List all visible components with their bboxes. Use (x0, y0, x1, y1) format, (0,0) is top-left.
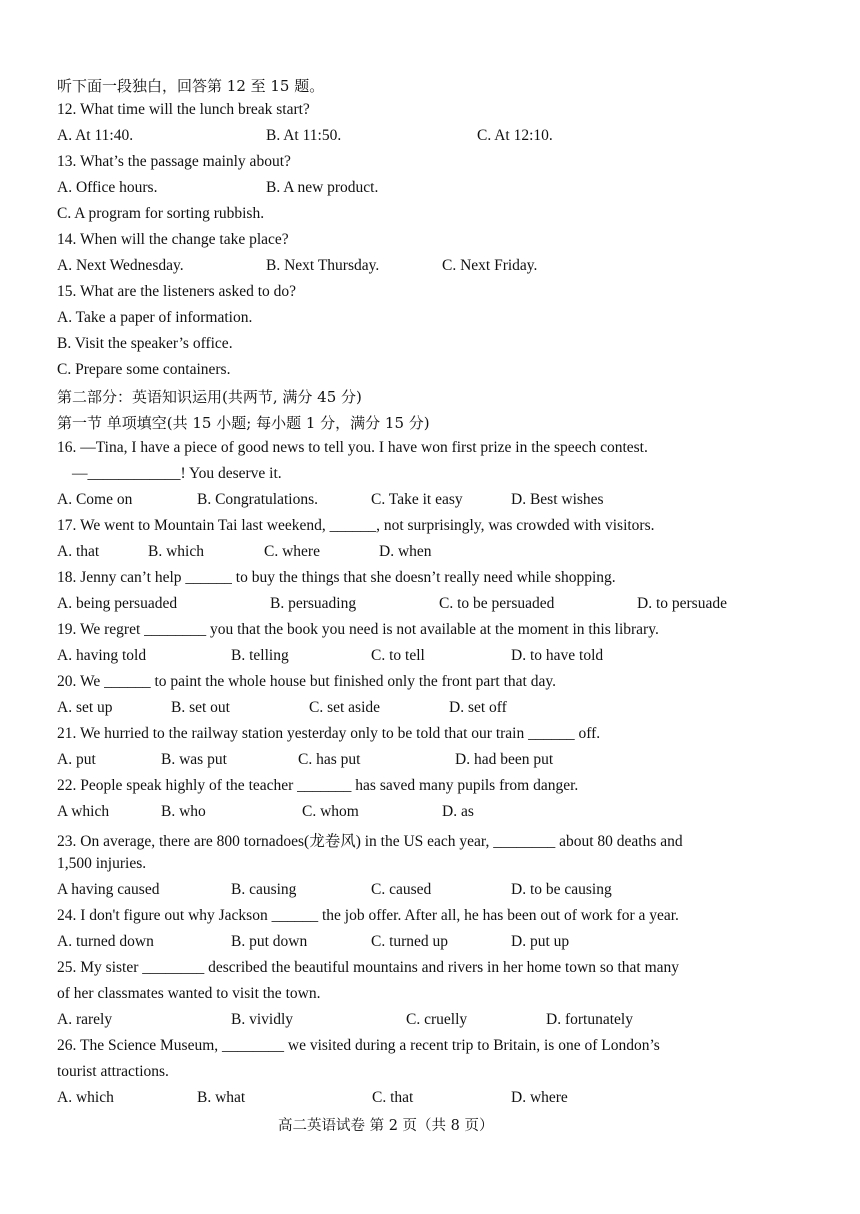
q12-option-b: B. At 11:50. (266, 127, 342, 144)
q14-option-b: B. Next Thursday. (266, 257, 380, 274)
question-26: 26. The Science Museum, ________ we visited during a recent trip to Britain, is one of London’s (57, 1037, 660, 1054)
q17-option-d: D. when (379, 543, 432, 560)
page-footer: 高二英语试卷 第 2 页（共 8 页） (278, 1118, 494, 1134)
q16-option-b: B. Congratulations. (197, 491, 318, 508)
q26-option-c: C. that (372, 1089, 414, 1106)
q22-option-c: C. whom (302, 803, 359, 820)
q18-option-c: C. to be persuaded (439, 595, 555, 612)
q12-option-c: C. At 12:10. (477, 127, 553, 144)
q24-option-a: A. turned down (57, 933, 154, 950)
q23-option-c: C. caused (371, 881, 432, 898)
q21-option-b: B. was put (161, 751, 227, 768)
question-23-continued: 1,500 injuries. (57, 855, 147, 872)
q19-option-b: B. telling (231, 647, 289, 664)
q20-option-a: A. set up (57, 699, 113, 716)
q17-option-b: B. which (148, 543, 204, 560)
q18-option-d: D. to persuade (637, 595, 727, 612)
q25-option-b: B. vividly (231, 1011, 294, 1028)
q12-option-a: A. At 11:40. (57, 127, 134, 144)
q19-option-c: C. to tell (371, 647, 425, 664)
question-23: 23. On average, there are 800 tornadoes(龙卷风) in the US each year, ________ about 80 deaths and (57, 833, 683, 850)
q15-option-c: C. Prepare some containers. (57, 361, 231, 378)
q26-option-a: A. which (57, 1089, 114, 1106)
q14-option-a: A. Next Wednesday. (57, 257, 184, 274)
q24-option-c: C. turned up (371, 933, 449, 950)
q19-option-d: D. to have told (511, 647, 604, 664)
question-24: 24. I don't figure out why Jackson ______ the job offer. After all, he has been out of work for a year. (57, 907, 679, 924)
q24-option-d: D. put up (511, 933, 570, 950)
q23-option-d: D. to be causing (511, 881, 612, 898)
q22-option-a: A which (57, 803, 110, 820)
q17-option-c: C. where (264, 543, 320, 560)
q15-option-b: B. Visit the speaker’s office. (57, 335, 233, 352)
question-26-continued: tourist attractions. (57, 1063, 169, 1080)
q23-option-b: B. causing (231, 881, 297, 898)
q20-option-b: B. set out (171, 699, 230, 716)
q16-option-c: C. Take it easy (371, 491, 463, 508)
q13-option-a: A. Office hours. (57, 179, 158, 196)
q16-option-d: D. Best wishes (511, 491, 604, 508)
question-16: 16. —Tina, I have a piece of good news to tell you. I have won first prize in the speech contest. (57, 439, 648, 456)
q22-option-d: D. as (442, 803, 474, 820)
question-15: 15. What are the listeners asked to do? (57, 283, 297, 300)
question-22: 22. People speak highly of the teacher _______ has saved many pupils from danger. (57, 777, 579, 794)
q20-option-c: C. set aside (309, 699, 381, 716)
q14-option-c: C. Next Friday. (442, 257, 538, 274)
q22-option-b: B. who (161, 803, 206, 820)
section1-title: 第一节 单项填空(共 15 小题; 每小题 1 分，满分 15 分) (57, 414, 430, 432)
part2-title: 第二部分：英语知识运用(共两节, 满分 45 分) (57, 388, 362, 406)
q23-option-a: A having caused (57, 881, 160, 898)
q18-option-a: A. being persuaded (57, 595, 178, 612)
q15-option-a: A. Take a paper of information. (57, 309, 253, 326)
q13-option-c: C. A program for sorting rubbish. (57, 205, 265, 222)
question-12: 12. What time will the lunch break start? (57, 101, 310, 118)
question-21: 21. We hurried to the railway station yesterday only to be told that our train ______ off. (57, 725, 601, 742)
question-14: 14. When will the change take place? (57, 231, 289, 248)
q24-option-b: B. put down (231, 933, 308, 950)
question-16-response: —____________! You deserve it. (72, 465, 282, 482)
question-25-continued: of her classmates wanted to visit the town. (57, 985, 321, 1002)
question-19: 19. We regret ________ you that the book you need is not available at the moment in this library. (57, 621, 659, 638)
q16-option-a: A. Come on (57, 491, 133, 508)
question-25: 25. My sister ________ described the beautiful mountains and rivers in her home town so that many (57, 959, 680, 976)
q13-option-b: B. A new product. (266, 179, 379, 196)
q17-option-a: A. that (57, 543, 100, 560)
question-20: 20. We ______ to paint the whole house but finished only the front part that day. (57, 673, 556, 690)
q26-option-b: B. what (197, 1089, 246, 1106)
q21-option-a: A. put (57, 751, 96, 768)
q21-option-c: C. has put (298, 751, 361, 768)
q20-option-d: D. set off (449, 699, 507, 716)
question-17: 17. We went to Mountain Tai last weekend, ______, not surprisingly, was crowded with visitors. (57, 517, 655, 534)
question-18: 18. Jenny can’t help ______ to buy the things that she doesn’t really need while shopping. (57, 569, 616, 586)
q25-option-c: C. cruelly (406, 1011, 468, 1028)
q19-option-a: A. having told (57, 647, 147, 664)
q21-option-d: D. had been put (455, 751, 554, 768)
q18-option-b: B. persuading (270, 595, 357, 612)
section-intro: 听下面一段独白，回答第 12 至 15 题。 (57, 77, 325, 95)
q25-option-a: A. rarely (57, 1011, 113, 1028)
q26-option-d: D. where (511, 1089, 568, 1106)
q25-option-d: D. fortunately (546, 1011, 633, 1028)
question-13: 13. What’s the passage mainly about? (57, 153, 291, 170)
